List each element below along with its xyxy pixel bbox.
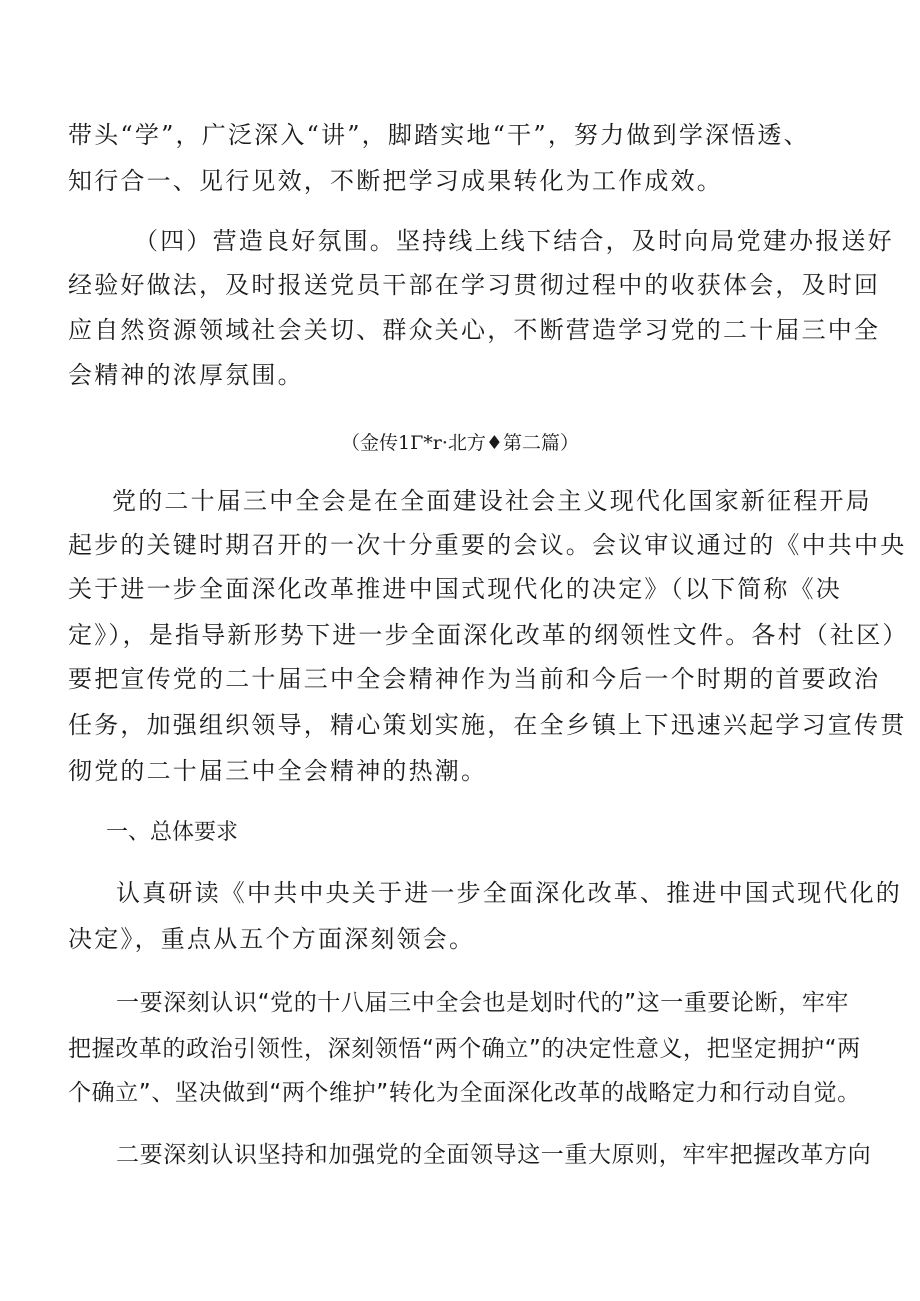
paragraph-3-line-4: 定》），是指导新形势下进一步全面深化改革的纲领性文件。各村（社区） [68, 621, 909, 649]
paragraph-3-line-1: 党的二十届三中全会是在全面建设社会主义现代化国家新征程开局 [112, 487, 872, 515]
paragraph-5-line-3: 个确立”、坚决做到“两个维护”转化为全面深化改革的战略定力和行动自觉。 [68, 1080, 861, 1106]
paragraph-5-line-1: 一要深刻认识“党的十八届三中全会也是划时代的”这一重要论断，牢牢 [116, 990, 850, 1016]
section-subheading: （金传1Γ*r·北方♦第二篇） [341, 432, 579, 454]
section-title: 一、总体要求 [106, 820, 239, 845]
paragraph-3-line-5: 要把宣传党的二十届三中全会精神作为当前和今后一个时期的首要政治 [68, 665, 881, 693]
paragraph-3-line-2: 起步的关键时期召开的一次十分重要的会议。会议审议通过的《中共中央 [68, 531, 907, 559]
paragraph-3-line-7: 彻党的二十届三中全会精神的热潮。 [68, 757, 488, 785]
paragraph-2-line-2: 经验好做法，及时报送党员干部在学习贯彻过程中的收获体会，及时回 [68, 271, 881, 299]
paragraph-4-line-2: 决定》，重点从五个方面深刻领会。 [68, 925, 476, 953]
paragraph-6-line-1: 二要深刻认识坚持和加强党的全面领导这一重大原则，牢牢把握改革方向 [116, 1142, 872, 1168]
paragraph-2-line-4: 会精神的浓厚氛围。 [68, 361, 304, 389]
paragraph-1-line-2: 知行合一、见行见效，不断把学习成果转化为工作成效。 [68, 167, 723, 195]
paragraph-3-line-3: 关于进一步全面深化改革推进中国式现代化的决定》（以下简称《决 [68, 575, 842, 603]
paragraph-3-line-6: 任务，加强组织领导，精心策划实施，在全乡镇上下迅速兴起学习宣传贯 [68, 711, 907, 739]
paragraph-1-line-1: 带头“学”，广泛深入“讲”，脚踏实地“干”，努力做到学深悟透、 [68, 121, 810, 149]
paragraph-5-line-2: 把握改革的政治引领性，深刻领悟“两个确立”的决定性意义，把坚定拥护“两 [68, 1036, 861, 1062]
paragraph-2-line-1: （四）营造良好氛围。坚持线上线下结合，及时向局党建办报送好 [134, 227, 894, 255]
paragraph-4-line-1: 认真研读《中共中央关于进一步全面深化改革、推进中国式现代化的 [116, 879, 902, 907]
paragraph-2-line-3: 应自然资源领域社会关切、群众关心，不断营造学习党的二十届三中全 [68, 316, 881, 344]
